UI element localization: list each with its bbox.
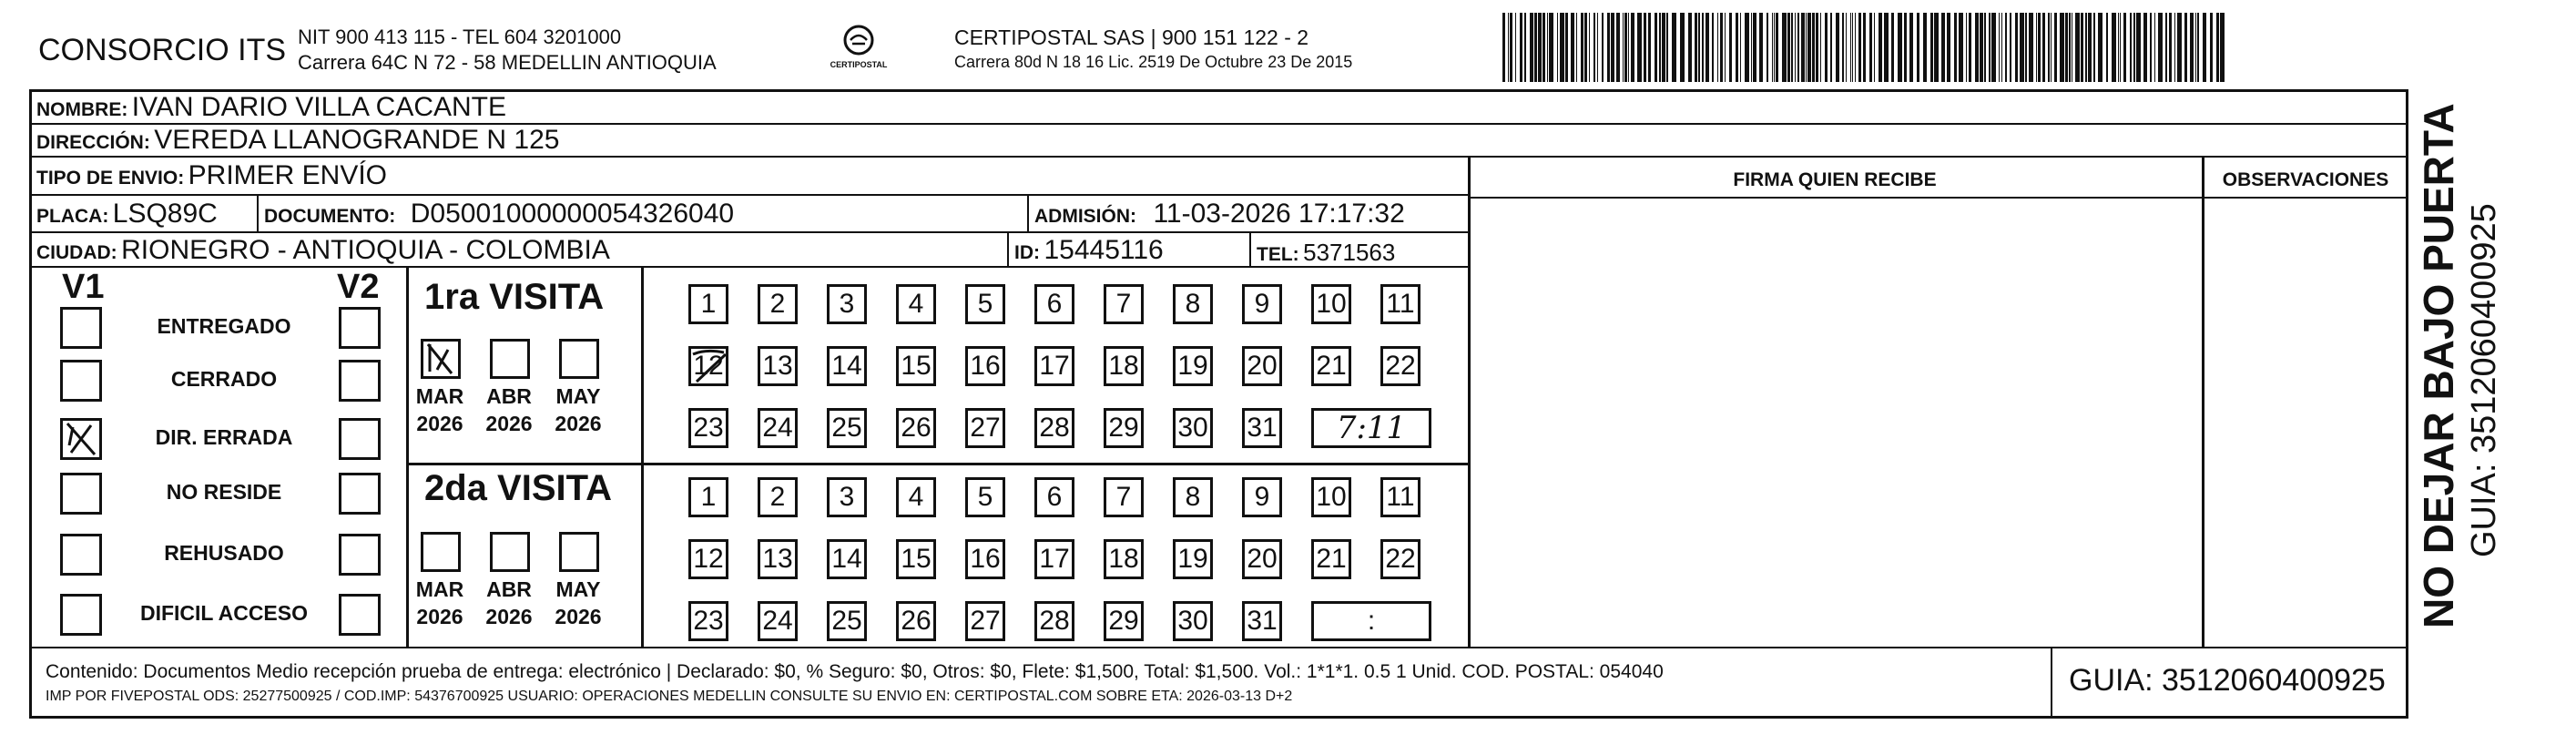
tel-label: TEL:	[1257, 244, 1299, 265]
id-row	[1014, 235, 1164, 266]
admision-label: ADMISIÓN:	[1034, 206, 1136, 227]
imp-line: IMP POR FIVEPOSTAL ODS: 25277500925 / COD.IMP: 54376700925 USUARIO: OPERACIONES MEDELLIN CONSULTE SU ENVIO EN: CERTIPOSTAL.COM SOBRE ETA: 2026-03-13 D+2	[46, 689, 1293, 704]
v1-header: V1	[62, 268, 105, 306]
second-visit-day-number: 7	[1115, 482, 1132, 512]
second-visit-time-value: :	[1367, 606, 1376, 636]
first-visit-day-number: 18	[1108, 351, 1139, 381]
second-visit-day-number: 22	[1385, 544, 1416, 574]
second-visit-year-label: 2026	[416, 605, 463, 628]
placa-value: LSQ89C	[112, 199, 218, 229]
first-visit-day-box[interactable]	[827, 408, 867, 448]
courier-address: Carrera 80d N 18 16 Lic. 2519 De Octubre 23 De 2015	[954, 53, 1353, 71]
second-visit-time-box[interactable]	[1311, 601, 1431, 641]
first-visit-month-checkbox-3[interactable]	[559, 339, 599, 379]
second-visit-month-checkbox-3[interactable]	[559, 532, 599, 572]
second-visit-day-box[interactable]	[1242, 539, 1282, 579]
first-visit-day-box[interactable]	[1173, 284, 1213, 324]
first-visit-day-box[interactable]	[1034, 284, 1074, 324]
first-visit-day-number: 8	[1185, 289, 1201, 319]
second-visit-day-box[interactable]	[758, 539, 798, 579]
second-visit-day-box[interactable]	[1034, 601, 1074, 641]
first-visit-day-box[interactable]	[827, 346, 867, 386]
first-visit-day-number: 24	[762, 413, 793, 443]
second-visit-day-number: 1	[700, 482, 717, 512]
first-visit-day-number: 9	[1254, 289, 1270, 319]
first-visit-month-checkbox-2[interactable]	[490, 339, 530, 379]
status-label: NO RESIDE	[166, 480, 282, 504]
second-visit-day-number: 25	[831, 606, 862, 636]
second-visit-day-number: 23	[693, 606, 724, 636]
first-visit-day-number: 21	[1316, 351, 1347, 381]
first-visit-day-number: 14	[831, 351, 862, 381]
first-visit-day-number: 26	[901, 413, 932, 443]
second-visit-day-number: 19	[1177, 544, 1208, 574]
second-visit-day-box[interactable]	[896, 539, 936, 579]
second-visit-month-label: MAR	[415, 577, 464, 601]
second-visit-day-box[interactable]	[896, 601, 936, 641]
first-visit-day-box[interactable]	[1173, 408, 1213, 448]
second-visit-day-box[interactable]	[758, 477, 798, 517]
first-visit-day-number: 13	[762, 351, 793, 381]
second-visit-day-box[interactable]	[688, 539, 728, 579]
second-visit-day-number: 9	[1254, 482, 1270, 512]
second-visit-day-number: 5	[977, 482, 993, 512]
observaciones-header: OBSERVACIONES	[2222, 169, 2389, 190]
first-visit-day-number: 4	[908, 289, 924, 319]
first-visit-day-number: 27	[970, 413, 1001, 443]
first-visit-day-box[interactable]	[965, 346, 1005, 386]
first-visit-day-box[interactable]	[1104, 284, 1144, 324]
second-visit-day-number: 31	[1247, 606, 1278, 636]
second-visit-month-checkbox-2[interactable]	[490, 532, 530, 572]
first-visit-day-number: 16	[970, 351, 1001, 381]
first-visit-day-box[interactable]	[758, 346, 798, 386]
first-visit-day-box[interactable]	[758, 408, 798, 448]
second-visit-day-box[interactable]	[1311, 539, 1351, 579]
first-visit-month-label: ABR	[486, 384, 532, 408]
second-visit-day-number: 20	[1247, 544, 1278, 574]
second-visit-day-number: 4	[908, 482, 924, 512]
content-line: Contenido: Documentos Medio recepción prueba de entrega: electrónico | Declarado: $0, % Seguro: $0, Otros: $0, Flete: $1,500, Total: $1,500. Vol.: 1*1*1. 0.5 1 Unid. COD. POSTAL: 054040	[46, 661, 1664, 682]
second-visit-day-number: 2	[769, 482, 786, 512]
first-visit-day-box[interactable]	[827, 284, 867, 324]
first-visit-day-number: 11	[1386, 289, 1415, 319]
first-visit-day-box[interactable]	[1380, 284, 1420, 324]
second-visit-day-box[interactable]	[688, 477, 728, 517]
first-visit-year-label: 2026	[416, 412, 463, 435]
tipo-envio-value: PRIMER ENVÍO	[188, 160, 388, 190]
first-visit-day-number: 22	[1385, 351, 1416, 381]
second-visit-day-box[interactable]	[1034, 477, 1074, 517]
tipo-envio-label: TIPO DE ENVIO:	[36, 168, 185, 189]
second-visit-year-label: 2026	[555, 605, 602, 628]
company-name: CONSORCIO ITS	[38, 33, 287, 67]
second-visit-day-number: 18	[1108, 544, 1139, 574]
second-visit-day-number: 17	[1039, 544, 1070, 574]
second-visit-day-box[interactable]	[965, 601, 1005, 641]
second-visit-day-number: 15	[901, 544, 932, 574]
second-visit-day-box[interactable]	[1104, 477, 1144, 517]
second-visit-month-checkbox-1[interactable]	[421, 532, 461, 572]
first-visit-day-number: 28	[1039, 413, 1070, 443]
second-visit-day-box[interactable]	[965, 539, 1005, 579]
first-visit-day-number: 2	[769, 289, 786, 319]
first-visit-day-number: 20	[1247, 351, 1278, 381]
documento-value: D05001000000054326040	[410, 199, 735, 229]
second-visit-title: 2da VISITA	[424, 468, 612, 508]
second-visit-day-box[interactable]	[896, 477, 936, 517]
admision-value: 11-03-2026 17:17:32	[1153, 199, 1405, 229]
tel-row	[1257, 239, 1395, 267]
direccion-row	[36, 125, 559, 156]
ciudad-value: RIONEGRO - ANTIOQUIA - COLOMBIA	[121, 235, 610, 265]
direccion-label: DIRECCIÓN:	[36, 132, 150, 153]
first-visit-day-number: 29	[1108, 413, 1139, 443]
first-visit-day-number: 1	[700, 289, 717, 319]
first-visit-day-number: 3	[839, 289, 855, 319]
first-visit-day-number: 15	[901, 351, 932, 381]
first-visit-day-number: 25	[831, 413, 862, 443]
first-visit-day-box[interactable]	[1242, 346, 1282, 386]
first-visit-day-box[interactable]	[1034, 346, 1074, 386]
first-visit-day-box[interactable]	[1242, 408, 1282, 448]
second-visit-day-number: 8	[1185, 482, 1201, 512]
status-label: DIR. ERRADA	[155, 425, 293, 449]
company-address: Carrera 64C N 72 - 58 MEDELLIN ANTIOQUIA	[298, 51, 717, 74]
second-visit-day-box[interactable]	[827, 539, 867, 579]
second-visit-day-number: 26	[901, 606, 932, 636]
second-visit-day-number: 28	[1039, 606, 1070, 636]
admision-row	[1034, 199, 1405, 230]
barcode	[1502, 13, 2231, 86]
certipostal-logo	[827, 22, 891, 77]
first-visit-day-box[interactable]	[1104, 346, 1144, 386]
second-visit-day-box[interactable]	[1104, 539, 1144, 579]
first-visit-day-box[interactable]	[1034, 408, 1074, 448]
second-visit-day-number: 12	[693, 544, 724, 574]
second-visit-day-box[interactable]	[1311, 477, 1351, 517]
v2-header: V2	[337, 268, 380, 306]
first-visit-day-box[interactable]	[1242, 284, 1282, 324]
firma-header: FIRMA QUIEN RECIBE	[1733, 169, 1937, 190]
first-visit-day-box[interactable]	[758, 284, 798, 324]
ciudad-row	[36, 235, 610, 266]
ciudad-label: CIUDAD:	[36, 242, 117, 263]
first-visit-time-box[interactable]	[1311, 408, 1431, 448]
second-visit-day-box[interactable]	[1104, 601, 1144, 641]
tel-value: 5371563	[1303, 239, 1396, 266]
nombre-row	[36, 92, 506, 123]
first-visit-title: 1ra VISITA	[424, 277, 605, 317]
courier-name: CERTIPOSTAL SAS | 900 151 122 - 2	[954, 26, 1309, 49]
second-visit-day-box[interactable]	[1173, 477, 1213, 517]
first-visit-day-box[interactable]	[896, 408, 936, 448]
second-visit-day-number: 21	[1316, 544, 1347, 574]
logo-text: CERTIPOSTAL	[830, 60, 888, 69]
first-visit-day-box[interactable]	[1311, 346, 1351, 386]
id-value: 15445116	[1044, 235, 1164, 265]
second-visit-day-box[interactable]	[688, 601, 728, 641]
first-visit-year-label: 2026	[485, 412, 533, 435]
first-visit-day-box[interactable]	[896, 346, 936, 386]
direccion-value: VEREDA LLANOGRANDE N 125	[154, 125, 560, 155]
first-visit-day-number: 23	[693, 413, 724, 443]
status-label: CERRADO	[170, 367, 278, 391]
second-visit-day-number: 11	[1386, 482, 1415, 512]
company-nit: NIT 900 413 115 - TEL 604 3201000	[298, 26, 622, 48]
first-visit-day-box[interactable]	[896, 284, 936, 324]
side-guia: GUIA: 3512060400925	[2465, 203, 2503, 557]
second-visit-year-label: 2026	[485, 605, 533, 628]
second-visit-day-number: 3	[839, 482, 855, 512]
nombre-value: IVAN DARIO VILLA CACANTE	[131, 92, 507, 122]
no-dejar-bajo-puerta: NO DEJAR BAJO PUERTA	[2415, 103, 2462, 628]
first-visit-day-number: 30	[1177, 413, 1208, 443]
second-visit-day-number: 24	[762, 606, 793, 636]
second-visit-day-box[interactable]	[827, 601, 867, 641]
first-visit-day-number: 31	[1247, 413, 1278, 443]
second-visit-day-box[interactable]	[827, 477, 867, 517]
first-visit-day-box[interactable]	[688, 284, 728, 324]
second-visit-day-box[interactable]	[758, 601, 798, 641]
placa-label: PLACA:	[36, 206, 109, 227]
first-visit-time-value: 7:11	[1336, 410, 1407, 446]
second-visit-day-number: 10	[1316, 482, 1347, 512]
second-visit-day-box[interactable]	[965, 477, 1005, 517]
second-visit-day-number: 13	[762, 544, 793, 574]
placa-row	[36, 199, 218, 230]
first-visit-day-number: 7	[1115, 289, 1132, 319]
second-visit-day-box[interactable]	[1173, 539, 1213, 579]
second-visit-day-box[interactable]	[1034, 539, 1074, 579]
first-visit-month-checkbox-1[interactable]	[421, 339, 461, 379]
first-visit-year-label: 2026	[555, 412, 602, 435]
first-visit-day-box[interactable]	[688, 346, 728, 386]
second-visit-day-number: 16	[970, 544, 1001, 574]
first-visit-day-box[interactable]	[965, 284, 1005, 324]
first-visit-day-box[interactable]	[1311, 284, 1351, 324]
first-visit-day-box[interactable]	[965, 408, 1005, 448]
second-visit-day-box[interactable]	[1380, 539, 1420, 579]
second-visit-day-number: 29	[1108, 606, 1139, 636]
first-visit-day-number: 17	[1039, 351, 1070, 381]
first-visit-day-number: 6	[1046, 289, 1063, 319]
second-visit-month-label: MAY	[555, 577, 601, 601]
second-visit-day-box[interactable]	[1380, 477, 1420, 517]
status-label: REHUSADO	[164, 541, 284, 565]
second-visit-month-label: ABR	[486, 577, 532, 601]
second-visit-day-number: 6	[1046, 482, 1063, 512]
first-visit-day-number: 10	[1316, 289, 1347, 319]
first-visit-day-box[interactable]	[688, 408, 728, 448]
first-visit-day-number: 12	[693, 351, 724, 381]
second-visit-day-number: 27	[970, 606, 1001, 636]
first-visit-day-number: 5	[977, 289, 993, 319]
status-label: DIFICIL ACCESO	[139, 601, 308, 625]
second-visit-day-box[interactable]	[1173, 601, 1213, 641]
tipo-envio-row	[36, 160, 387, 191]
second-visit-day-number: 14	[831, 544, 862, 574]
second-visit-day-number: 30	[1177, 606, 1208, 636]
id-label: ID:	[1014, 242, 1040, 263]
footer-guia: GUIA: 3512060400925	[2069, 663, 2386, 698]
second-visit-day-box[interactable]	[1242, 601, 1282, 641]
documento-row	[264, 199, 734, 230]
first-visit-day-number: 19	[1177, 351, 1208, 381]
second-visit-day-box[interactable]	[1242, 477, 1282, 517]
first-visit-day-box[interactable]	[1104, 408, 1144, 448]
first-visit-month-label: MAY	[555, 384, 601, 408]
first-visit-day-box[interactable]	[1173, 346, 1213, 386]
documento-label: DOCUMENTO:	[264, 206, 396, 227]
status-label: ENTREGADO	[157, 314, 291, 338]
first-visit-month-label: MAR	[415, 384, 464, 408]
nombre-label: NOMBRE:	[36, 99, 128, 120]
first-visit-day-box[interactable]	[1380, 346, 1420, 386]
day-mark-icon	[687, 345, 733, 398]
